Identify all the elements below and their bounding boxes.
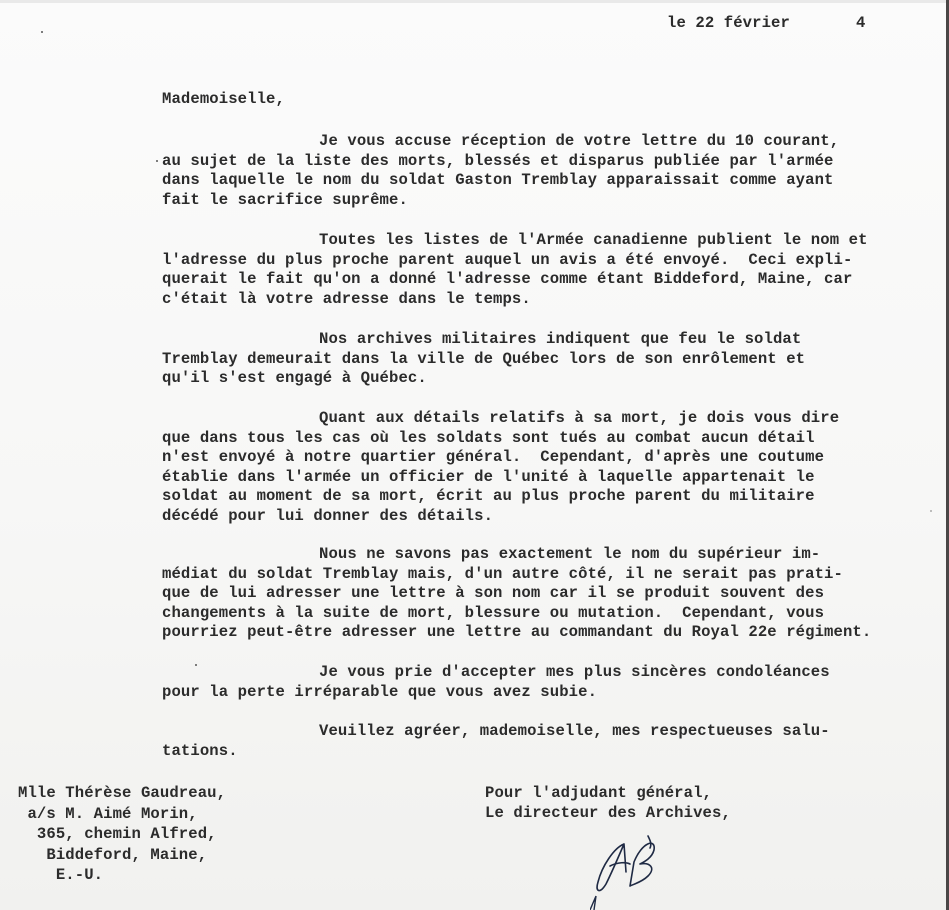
text-line: Quant aux détails relatifs à sa mort, je dois vous dire [319, 409, 840, 427]
signatory-line: Le directeur des Archives, [485, 804, 731, 822]
text-line: médiat du soldat Tremblay mais, d'un autre côté, il ne serait pas prati- [162, 564, 843, 583]
paragraph-army-lists [162, 231, 902, 309]
paragraph-military-archives [162, 330, 902, 389]
text-line: Nous ne savons pas exactement le nom du supérieur im- [319, 545, 821, 563]
paragraph-condolences [162, 663, 902, 702]
page-number: 4 [856, 14, 866, 32]
recipient-address [18, 783, 226, 886]
text-line: décédé pour lui donner des détails. [162, 506, 494, 525]
text-line: Je vous prie d'accepter mes plus sincères condoléances [319, 663, 830, 681]
text-line: que de lui adresser une lettre à son nom car il se produit souvent des [162, 584, 825, 603]
text-line: que dans tous les cas où les soldats sont tués au combat aucun détail [162, 428, 815, 447]
text-line: Tremblay demeurait dans la ville de Québec lors de son enrôlement et [162, 349, 806, 368]
paragraph-superior-officer [162, 545, 902, 643]
text-line: n'est envoyé à notre quartier général. Cependant, d'après une coutume [162, 448, 825, 467]
text-line: pourriez peut-être adresser une lettre au commandant du Royal 22e régiment. [162, 623, 872, 642]
text-line: Toutes les listes de l'Armée canadienne publient le nom et [319, 231, 868, 249]
text-line: qu'il s'est engagé à Québec. [162, 369, 427, 388]
salutation: Mademoiselle, [162, 90, 285, 108]
text-line: fait le sacrifice suprême. [162, 190, 408, 209]
address-line: Biddeford, Maine, [18, 845, 208, 864]
signatory-line: Pour l'adjudant général, [485, 784, 712, 802]
text-line: c'était là votre adresse dans le temps. [162, 289, 531, 308]
text-line: tations. [162, 741, 238, 760]
handwritten-signature-icon [590, 832, 680, 910]
paper-speck [41, 31, 43, 33]
signature-block [485, 783, 731, 823]
page-top-edge [0, 0, 946, 3]
address-line: 365, chemin Alfred, [18, 825, 217, 843]
text-line: changements à la suite de mort, blessure ou mutation. Cependant, vous [162, 603, 825, 622]
paragraph-death-details [162, 409, 902, 527]
paragraph-closing [162, 722, 902, 761]
paragraph-acknowledgement [162, 132, 902, 210]
paper-speck [930, 510, 932, 512]
text-line: Je vous accuse réception de votre lettre du 10 courant, [319, 132, 840, 150]
text-line: établie dans l'armée un officier de l'unité à laquelle appartenait le [162, 467, 815, 486]
text-line: querait le fait qu'on a donné l'adresse comme étant Biddeford, Maine, car [162, 270, 853, 289]
paper-speck [195, 664, 197, 666]
text-line: dans laquelle le nom du soldat Gaston Tremblay apparaissait comme ayant [162, 171, 834, 190]
address-line: a/s M. Aimé Morin, [18, 804, 198, 823]
text-line: soldat au moment de sa mort, écrit au plus proche parent du militaire [162, 487, 815, 506]
text-line: au sujet de la liste des morts, blessés et disparus publiée par l'armée [162, 151, 834, 170]
address-line: E.-U. [18, 866, 104, 884]
text-line: l'adresse du plus proche parent auquel un avis a été envoyé. Ceci expli- [162, 250, 853, 269]
paper-speck [156, 160, 158, 162]
text-line: pour la perte irréparable que vous avez subie. [162, 682, 598, 701]
address-line: Mlle Thérèse Gaudreau, [18, 784, 227, 802]
text-line: Veuillez agréer, mademoiselle, mes respectueuses salu- [319, 722, 830, 740]
text-line: Nos archives militaires indiquent que feu le soldat [319, 330, 802, 348]
letter-date: le 22 février [667, 14, 790, 32]
